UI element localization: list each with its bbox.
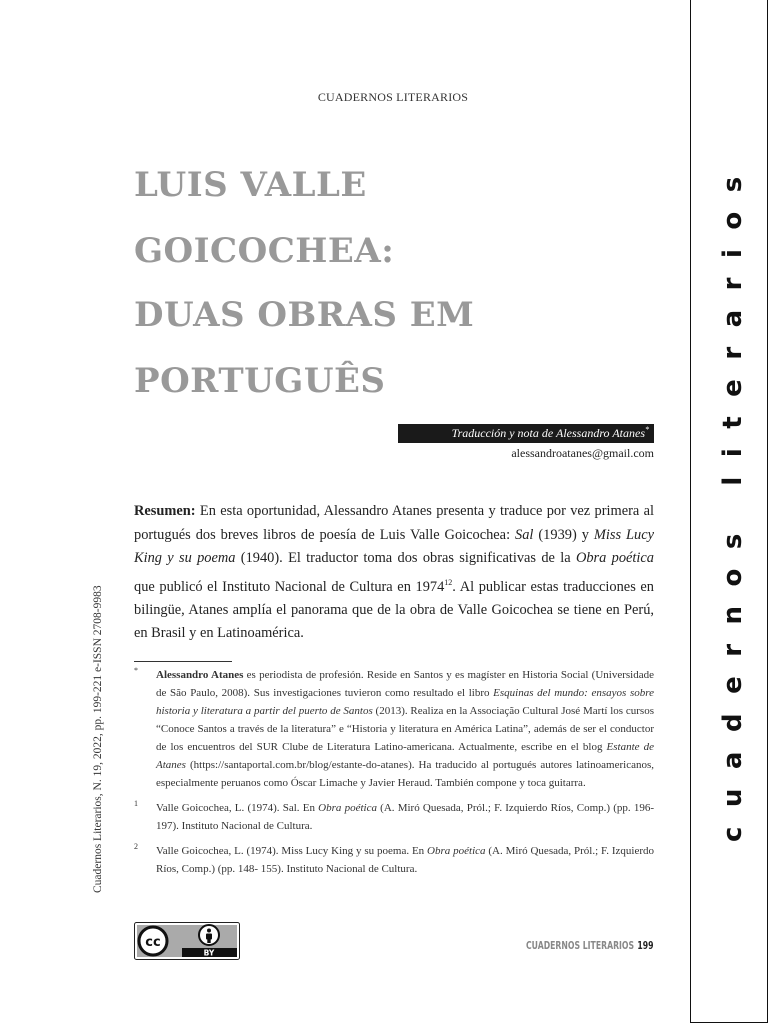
footnote-refs[interactable]: 12 [444, 577, 453, 587]
book-title-obra: Obra poética [575, 550, 654, 566]
abstract-text: (1940). El traductor toma dos obras significativas de la [235, 550, 576, 566]
book-title: Obra poética [427, 845, 486, 857]
footnote-mark: 1 [134, 799, 138, 808]
footnote-1 [134, 799, 654, 835]
translator-block [398, 424, 654, 461]
page-number: 199 [637, 940, 654, 952]
title-line-1: LUIS VALLE [134, 165, 367, 205]
author-email[interactable]: alessandroatanes@gmail.com [511, 446, 654, 460]
footnote-separator [134, 661, 232, 662]
footnote-text: (A. Miró Quesada, Pról.; F. Izquierdo Ríos, Comp.) (pp. 196-197). Instituto Nacional de Cultura. [156, 802, 655, 832]
footnote-2 [134, 842, 654, 878]
by-label: BY [203, 948, 215, 958]
title-line-4: PORTUGUÊS [134, 361, 386, 401]
article-title [134, 152, 654, 414]
attribution-icon [199, 925, 219, 945]
footnote-text: Valle Goicochea, L. (1974). Miss Lucy King y su poema. En [156, 845, 428, 857]
cc-by-license-badge[interactable] [134, 922, 240, 960]
author-name: Alessandro Atanes [156, 669, 244, 681]
title-line-2: GOICOCHEA: [134, 231, 395, 271]
footnote-author [134, 666, 654, 792]
book-title-sal: Sal [515, 526, 534, 543]
footnote-mark: 2 [134, 842, 138, 851]
abstract-text: que publicó el Instituto Nacional de Cultura en 1974 [134, 578, 445, 595]
footnote-text: (A. Miró Quesada, Pról.; F. Izquierdo Ríos, Comp.) (pp. 148- 155). Instituto Nacional de Cultura. [156, 845, 654, 875]
page-footer [526, 940, 654, 952]
footnote-mark: * [134, 666, 138, 675]
abstract-text: (1939) y [533, 526, 594, 543]
cc-icon-text: cc [145, 935, 161, 950]
book-title: Esquinas del mundo: ensayos sobre historia y literatura a partir del puerto de Santos [156, 687, 654, 717]
footnotes [134, 666, 654, 885]
footnote-text: (2013). Realiza en la Associação Cultural José Martí los cursos “Conoce Santos a través de la literatura” e “Historia y literatura en América Latina”, además de ser el conductor de los encuentros del SUR Clube de Literatura Latino-americana. Actualmente, escribe en el blog [156, 705, 654, 753]
abstract [134, 500, 654, 646]
abstract-text: En esta oportunidad, Alessandro Atanes presenta y traduce por vez primera al portugués dos breves libros de poesía de Luis Valle Goicochea: [134, 503, 654, 543]
translator-text: Traducción y nota de Alessandro Atanes [451, 426, 645, 440]
title-line-3: DUAS OBRAS EM [134, 295, 475, 335]
footer-journal: CUADERNOS LITERARIOS [526, 940, 635, 952]
book-title-lucy: Miss Lucy King y su poema [134, 526, 654, 566]
journal-vertical-name: cuadernos literarios [718, 157, 748, 842]
book-title: Obra poética [318, 802, 377, 814]
blog-title: Estante de Atanes [156, 741, 654, 771]
footnote-text: (https://santaportal.com.br/blog/estante-do-atanes). Ha traducido al portugués autores latinoamericanos, especialmente peruanos como Óscar Limache y Javier Heraud. También compone y toca guitarra. [156, 759, 654, 789]
translator-credit [398, 424, 654, 443]
footnote-text: es periodista de profesión. Reside en Santos y es magíster en Historia Social (Universidade de São Paulo, 2008). Sus investigaciones tuvieron como resultado el libro [156, 669, 654, 699]
running-head: CUADERNOS LITERARIOS [317, 90, 469, 104]
translator-footnote-mark: * [645, 425, 649, 434]
side-citation: Cuadernos Literarios, N. 19, 2022, pp. 199-221 e-ISSN 2708-9983 [92, 585, 104, 893]
footnote-text: Valle Goicochea, L. (1974). Sal. En [156, 802, 319, 814]
abstract-text: . Al publicar estas traducciones en bilingüe, Atanes amplía el panorama que de la obra de Valle Goicochea se tiene en Perú, en Brasil y en Latinoamérica. [134, 578, 654, 642]
abstract-label: Resumen: [134, 503, 196, 519]
